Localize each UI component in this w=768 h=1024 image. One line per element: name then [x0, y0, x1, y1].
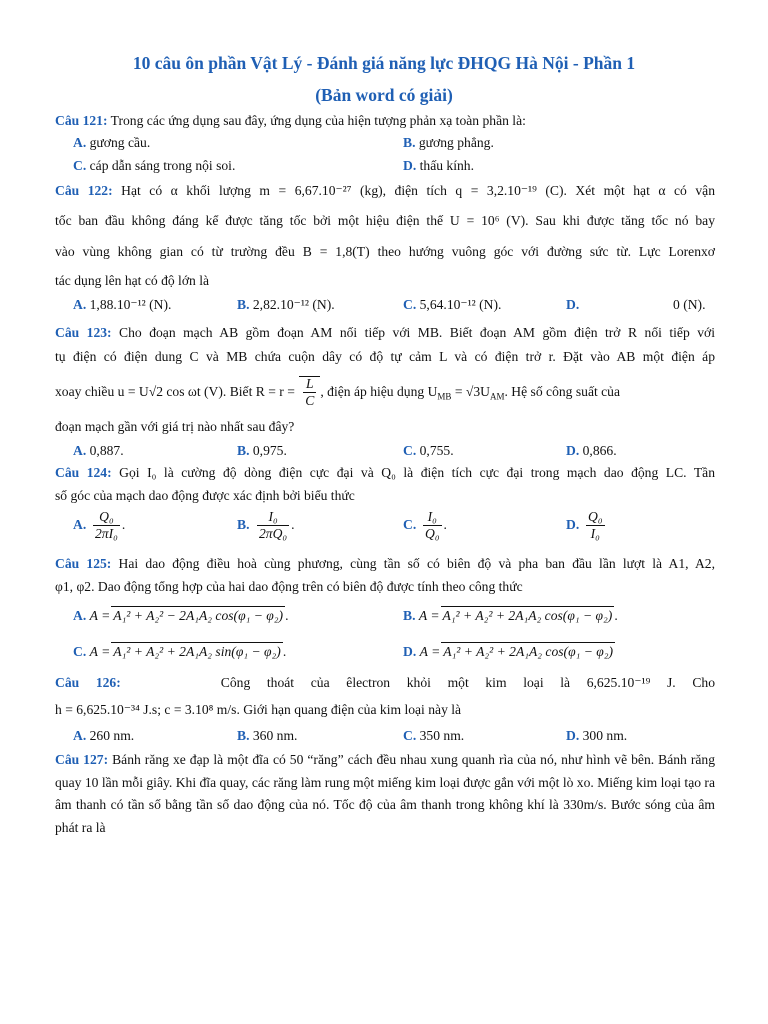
option-c: C. 5,64.10⁻¹² (N). — [403, 297, 502, 312]
document-subtitle: (Bản word có giải) — [315, 85, 453, 105]
question-123-line2: tụ điện có điện dung C và MB chứa cuộn dây có độ tự cảm L và có điện trở r. Đặt vào AB một điện áp — [55, 349, 715, 364]
question-text: Bánh răng xe đạp là một đĩa có 50 “răng” cách đều nhau xung quanh rìa của nó, như hình vẽ bên. Bánh răng quay 10 lần mỗi giây. Khi đĩa quay, các răng làm rung một miếng kim loại được gắn với một lò xo. Miếng kim loại tạo ra âm thanh có tần số bằng tần số dao động của nó. Tốc độ của âm thanh trong không khí là 330m/s. Bước sóng của âm phát ra là — [55, 752, 715, 835]
option-b: B. — [237, 517, 250, 532]
option-c: C. cáp dẫn sáng trong nội soi. — [73, 158, 236, 173]
option-a: A. 0,887. — [73, 443, 124, 458]
question-126-line1: Câu 126: Công thoát của êlectron khỏi một kim loại là 6,625.10⁻¹⁹ J. Cho — [55, 675, 715, 690]
question-125-line1: Câu 125: Hai dao động điều hoà cùng phương, cùng tần số có biên độ và pha ban đầu lần lượt là A1, A2, — [55, 556, 716, 571]
q123-options — [73, 442, 733, 464]
option-c: C. 350 nm. — [403, 728, 465, 743]
question-label: Câu 121: — [55, 113, 108, 128]
question-122-line2: tốc ban đầu không đáng kể được tăng tốc bởi một hiệu điện thế U = 10⁶ (V). Sau khi được tăng tốc nó bay — [55, 213, 715, 228]
question-121 — [55, 112, 715, 130]
fraction-d: $\frac{\text{Q₀}}{\text{I₀}}$ — [588, 509, 603, 541]
question-123-line3: xoay chiều u = U√2 cos ωt (V). Biết R = r = $\frac{L}{C}$ , điện áp hiệu dụng $U_{MB} = √3U_{AM}$. Hệ số công suất của — [55, 376, 621, 409]
option-a: A. 260 nm. — [73, 728, 135, 743]
q125-options-row2 — [73, 642, 733, 664]
option-b: B. 360 nm. — [237, 728, 298, 743]
q126-options — [73, 727, 733, 749]
q121-options-row1 — [73, 134, 733, 156]
question-label: Câu 124: — [55, 465, 112, 480]
option-a: A. 1,88.10⁻¹² (N). — [73, 297, 172, 312]
question-label: Câu 125: — [55, 556, 112, 571]
question-122-line1: Câu 122: Hạt có α khối lượng m = 6,67.10⁻²⁷ (kg), điện tích q = 3,2.10⁻¹⁹ (C). Xét một hạt α có vận — [55, 183, 715, 198]
question-123-line1: Câu 123: Cho đoạn mạch AB gồm đoạn AM nối tiếp với MB. Biết đoạn AM gồm điện trở R nối tiếp với — [55, 325, 715, 340]
option-d: D. thấu kính. — [403, 158, 474, 173]
question-124-line1: Câu 124: Gọi I₀ là cường độ dòng điện cực đại và Q₀ là điện tích cực đại trong mạch dao động LC. Tần — [55, 465, 715, 480]
question-124-line2: số góc của mạch dao động được xác định bởi biểu thức — [55, 488, 355, 503]
option-d-value: 0 (N). — [673, 297, 706, 312]
option-b: B. A = A₁² + A₂² + 2A₁A₂ cos(φ₁ − φ₂) . — [403, 606, 618, 625]
q125-options-row1 — [73, 606, 733, 628]
fraction-b: $\frac{\text{I₀}}{\text{2πQ₀}}$ — [259, 509, 288, 541]
question-123-line4: đoạn mạch gần với giá trị nào nhất sau đây? — [55, 419, 295, 434]
question-122-line3: vào vùng không gian có từ trường đều B = 1,8(T) theo hướng vuông góc với đường sức từ. Lực Lorenxơ — [55, 244, 715, 259]
question-122-line4: tác dụng lên hạt có độ lớn là — [55, 273, 210, 288]
option-d: D. — [566, 297, 580, 312]
question-label: Câu 123: — [55, 325, 112, 340]
option-a: A. — [73, 517, 87, 532]
option-d: D. — [566, 517, 580, 532]
document-title: 10 câu ôn phần Vật Lý - Đánh giá năng lực ĐHQG Hà Nội - Phần 1 — [132, 53, 636, 73]
question-label: Câu 127: — [55, 752, 109, 767]
option-b: B. gương phẳng. — [403, 135, 494, 150]
option-c: C. 0,755. — [403, 443, 454, 458]
question-126-line2: h = 6,625.10⁻³⁴ J.s; c = 3.10⁸ m/s. Giới hạn quang điện của kim loại này là — [55, 702, 462, 717]
fraction-c: $\frac{\text{I₀}}{\text{Q₀}}$ — [425, 509, 440, 541]
question-text: Trong các ứng dụng sau đây, ứng dụng của hiện tượng phản xạ toàn phần là: — [107, 113, 526, 128]
option-a: A. gương cầu. — [73, 135, 151, 150]
question-label: Câu 122: — [55, 183, 113, 198]
option-d: D. 300 nm. — [566, 728, 628, 743]
option-b: B. 0,975. — [237, 443, 287, 458]
option-b: B. 2,82.10⁻¹² (N). — [237, 297, 335, 312]
question-label: Câu 126: — [55, 675, 121, 690]
option-c: C. A = A₁² + A₂² + 2A₁A₂ sin(φ₁ − φ₂) . — [73, 642, 286, 661]
option-d: D. A = A₁² + A₂² + 2A₁A₂ cos(φ₁ − φ₂) — [403, 642, 615, 661]
question-127 — [55, 749, 715, 839]
q124-options: A. $\frac{\text{Q₀}}{\text{2πI₀}}$ . B. $\frac{\text{I₀}}{\text{2πQ₀}}$ . C. $\frac{\text{I₀}}{\text{Q₀}}$ . D. $\frac{\text{Q₀}}{\text{I₀}}$ — [73, 509, 603, 541]
option-a: A. A = A₁² + A₂² − 2A₁A₂ cos(φ₁ − φ₂) . — [73, 606, 288, 625]
option-c: C. — [403, 517, 417, 532]
sqrt-l-over-c: $\frac{L}{C}$ — [305, 376, 315, 409]
q122-options — [73, 296, 733, 318]
option-d: D. 0,866. — [566, 443, 617, 458]
fraction-a: $\frac{\text{Q₀}}{\text{2πI₀}}$ — [95, 509, 118, 541]
q121-options-row2 — [73, 157, 733, 179]
question-125-line2: φ1, φ2. Dao động tổng hợp của hai dao động trên có biên độ được tính theo công thức — [55, 579, 523, 594]
